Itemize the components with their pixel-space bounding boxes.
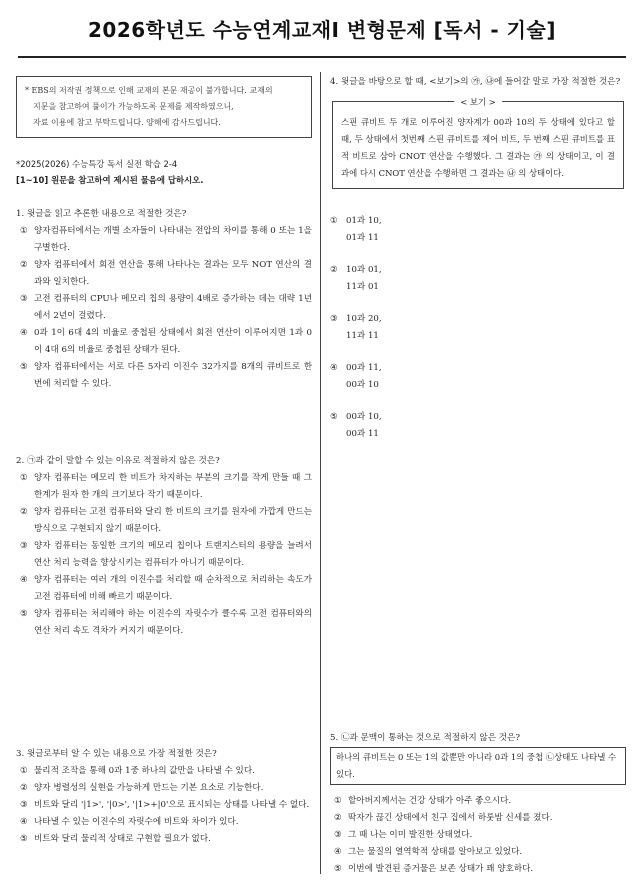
option-5[interactable]: [330, 861, 626, 878]
option-text: 양자 컴퓨터는 처리해야 하는 이진수의 자릿수가 클수록 고전 컴퓨터와의 연산 처리 속도 격차가 커지기 때문이다.: [34, 609, 312, 636]
option-text: 나타낼 수 있는 이진수의 자릿수에 비트와 차이가 있다.: [34, 817, 239, 827]
option-1[interactable]: [16, 223, 312, 257]
option-2[interactable]: [16, 780, 312, 797]
notice-line-3: 자료 이용에 참고 부탁드립니다. 양해에 감사드립니다.: [33, 118, 221, 127]
option-number: ①: [20, 473, 28, 483]
choice-ga: 00과 11,: [346, 363, 382, 373]
option-text: 양자 컴퓨터는 동일한 크기의 메모리 칩이나 트랜지스터의 용량을 늘려서 연산 처리 능력을 향상시키는 컴퓨터가 아니기 때문이다.: [34, 541, 312, 568]
option-number: ②: [20, 783, 28, 793]
option-text: 양자 컴퓨터는 메모리 한 비트가 차지하는 부분의 크기를 작게 만들 때 그 한계가 원자 한 개의 크기보다 작기 때문이다.: [34, 473, 312, 500]
option-3[interactable]: [16, 538, 312, 572]
option-number: ⑤: [20, 362, 28, 372]
question-stem: 5. ㉡과 문맥이 통하는 것으로 적절하지 않은 것은?: [330, 733, 520, 743]
option-text: 양자 컴퓨터에서 회전 연산을 통해 나타나는 결과는 모두 NOT 연산의 결과와 일치한다.: [34, 260, 312, 287]
option-3[interactable]: [16, 291, 312, 325]
copyright-notice: [16, 76, 312, 138]
choice-2[interactable]: [330, 262, 626, 296]
passage-box: 하나의 큐비트는 0 또는 1의 값뿐만 아니라 0과 1의 중첩 ㉡상태도 나타낼 수 있다.: [330, 747, 626, 785]
bogi-text: 스핀 큐비트 두 개로 이루어진 양자계가 00과 10의 두 상태에 있다고 할 때, 두 상태에서 첫번째 스핀 큐비트를 제어 비트, 두 번째 스핀 큐비트를 표적 비트로 삼아 CNOT 연산을 수행했다. 그 결과는 ㉮ 의 상태이고, 이 결과에 다시 CNOT 연산을 수행하면 그 결과는 ㉯ 의 상태이다.: [341, 117, 615, 178]
option-text: 비트와 달리 '|1>', '|0>', '|1>+|0'으로 표시되는 상태를 나타낼 수 없다.: [34, 800, 310, 810]
option-text: 할아버지께서는 건강 상태가 아주 좋으시다.: [348, 796, 512, 806]
choice-number: ⑤: [330, 412, 338, 422]
option-number: ②: [20, 507, 28, 517]
question-stem: 3. 윗글로부터 알 수 있는 내용으로 가장 적절한 것은?: [16, 749, 217, 759]
option-number: ④: [20, 817, 28, 827]
option-number: ②: [20, 260, 28, 270]
question-3: [16, 746, 312, 848]
question-stem: 2. ㉠과 같이 말할 수 있는 이유로 적절하지 않은 것은?: [16, 456, 220, 466]
option-number: ③: [20, 541, 28, 551]
header-rule: [18, 56, 626, 58]
option-4[interactable]: [16, 572, 312, 606]
option-number: ③: [20, 294, 28, 304]
choice-4[interactable]: [330, 360, 626, 394]
option-5[interactable]: [16, 359, 312, 393]
option-4[interactable]: [330, 844, 626, 861]
choice-na: 11과 11: [346, 331, 379, 341]
option-number: ⑤: [334, 864, 342, 874]
choice-list: [330, 213, 626, 443]
option-text: 딱자가 끊긴 상태에서 친구 집에서 하룻밤 신세를 졌다.: [348, 813, 553, 823]
option-3[interactable]: [16, 797, 312, 814]
option-text: 양자컴퓨터에서는 개별 소자들이 나타내는 전압의 차이를 통해 0 또는 1을 구별한다.: [34, 226, 312, 253]
choice-na: 00과 11: [346, 429, 379, 439]
option-text: 그 때 나는 이미 발진한 상태였다.: [348, 830, 473, 840]
option-text: 이번에 발견된 증거물은 보존 상태가 꽤 양호하다.: [348, 864, 534, 874]
option-number: ①: [20, 766, 28, 776]
right-column: [330, 74, 626, 874]
option-number: ③: [334, 830, 342, 840]
choice-3[interactable]: [330, 311, 626, 345]
choice-number: ①: [330, 216, 338, 226]
option-5[interactable]: [16, 606, 312, 640]
option-text: 0과 1이 6대 4의 비율로 중첩된 상태에서 회전 연산이 이루어지면 1과 0이 4대 6의 비율로 중첩된 상태가 된다.: [34, 328, 312, 355]
question-1: [16, 206, 312, 393]
option-5[interactable]: [16, 831, 312, 848]
page-title: 2026학년도 수능연계교재Ⅰ 변형문제 [독서 - 기술]: [88, 18, 556, 42]
source-line: *2025(2026) 수능특강 독서 실전 학습 2-4: [16, 159, 178, 169]
option-1[interactable]: [330, 793, 626, 810]
choice-number: ②: [330, 265, 338, 275]
option-4[interactable]: [16, 325, 312, 359]
option-number: ④: [334, 847, 342, 857]
choice-5[interactable]: [330, 409, 626, 443]
option-number: ④: [20, 328, 28, 338]
choice-na: 11과 01: [346, 282, 379, 292]
choice-ga: 00과 10,: [346, 412, 382, 422]
option-number: ③: [20, 800, 28, 810]
question-5: [330, 730, 626, 878]
option-number: ①: [334, 796, 342, 806]
choice-ga: 10과 01,: [346, 265, 382, 275]
option-number: ②: [334, 813, 342, 823]
option-1[interactable]: [16, 763, 312, 780]
option-2[interactable]: [16, 504, 312, 538]
option-text: 비트와 달리 물리적 상태로 구현할 필요가 없다.: [34, 834, 211, 844]
option-3[interactable]: [330, 827, 626, 844]
choice-ga: 10과 20,: [346, 314, 382, 324]
option-number: ⑤: [20, 609, 28, 619]
option-text: 고전 컴퓨터의 CPU나 메모리 칩의 용량이 4배로 증가하는 데는 대략 1년에서 2년이 걸렸다.: [34, 294, 312, 321]
option-text: 물리적 조작을 통해 0과 1중 하나의 값만을 나타낼 수 있다.: [34, 766, 255, 776]
question-2: [16, 453, 312, 640]
choice-na: 00과 10: [346, 380, 379, 390]
question-stem: 4. 윗글을 바탕으로 할 때, <보기>의 ㉮, ㉯에 들어갈 말로 가장 적절한 것은?: [330, 77, 621, 87]
notice-line-2: 지문을 참고하여 풀이가 가능하도록 문제를 제작하였으니,: [33, 102, 234, 111]
option-2[interactable]: [16, 257, 312, 291]
option-4[interactable]: [16, 814, 312, 831]
option-list: [330, 793, 626, 878]
question-4: [330, 74, 626, 443]
option-text: 그는 물질의 열역학적 상태를 알아보고 있었다.: [348, 847, 523, 857]
choice-number: ③: [330, 314, 338, 324]
choice-na: 01과 11: [346, 233, 379, 243]
question-stem: 1. 윗글을 읽고 추론한 내용으로 적절한 것은?: [16, 209, 187, 219]
option-1[interactable]: [16, 470, 312, 504]
option-text: 양자 컴퓨터는 여러 개의 이진수를 처리할 때 순차적으로 처리하는 속도가 고전 컴퓨터에 비해 빠르기 때문이다.: [34, 575, 312, 602]
option-number: ⑤: [20, 834, 28, 844]
choice-ga: 01과 10,: [346, 216, 382, 226]
instruction-line: [1~10] 원문을 참고하여 제시된 물음에 답하시오.: [16, 175, 204, 185]
notice-line-1: * EBS의 저작권 정책으로 인해 교재의 본문 재공이 불가합니다. 교재의: [25, 86, 273, 95]
option-text: 양자 컴퓨터에서는 서로 다른 5자리 이진수 32가지를 8개의 큐비트로 한 번에 처리할 수 있다.: [34, 362, 312, 389]
choice-1[interactable]: [330, 213, 626, 247]
option-number: ④: [20, 575, 28, 585]
option-2[interactable]: [330, 810, 626, 827]
bogi-title: < 보기 >: [454, 94, 502, 111]
option-text: 양자 병렬성의 실현을 가능하게 만드는 기본 요소로 기능한다.: [34, 783, 264, 793]
option-number: ①: [20, 226, 28, 236]
bogi-box: [332, 97, 624, 189]
choice-number: ④: [330, 363, 338, 373]
option-text: 양자 컴퓨터는 고전 컴퓨터와 달리 한 비트의 크기를 원자에 가깝게 만드는 방식으로 구현되지 않기 때문이다.: [34, 507, 312, 534]
left-column: [16, 74, 312, 844]
column-divider: [320, 72, 321, 874]
